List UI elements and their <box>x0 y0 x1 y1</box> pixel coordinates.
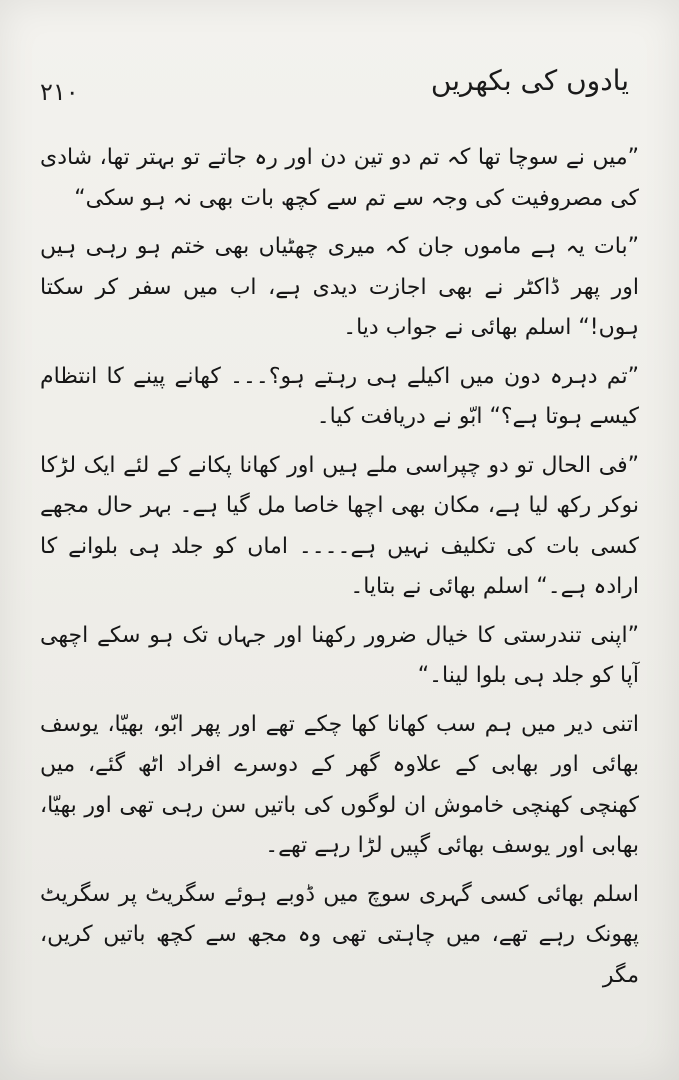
paragraph: ”فی الحال تو دو چپراسی ملے ہیں اور کھانا پکانے کے لئے ایک لڑکا نوکر رکھ لیا ہے، مکان بھی اچھا خاصا مل گیا ہے۔ بہر حال مجھے کسی بات کی تکلیف نہیں ہے۔۔۔۔ اماں کو جلد ہی بلوانے کا ارادہ ہے۔“ اسلم بھائی نے بتایا۔ <box>40 452 639 599</box>
paragraph: اسلم بھائی کسی گہری سوچ میں ڈوبے ہوئے سگریٹ پر سگریٹ پھونک رہے تھے، میں چاہتی تھی وہ مجھ سے کچھ باتیں کریں، مگر <box>40 881 639 988</box>
paragraph: ”میں نے سوچا تھا کہ تم دو تین دن اور رہ جاتے تو بہتر تھا، شادی کی مصروفیت کی وجہ سے تم سے کچھ بات بھی نہ ہو سکی“ <box>40 145 639 211</box>
paragraph: ”بات یہ ہے ماموں جان کہ میری چھٹیاں بھی ختم ہو رہی ہیں اور پھر ڈاکٹر نے بھی اجازت دیدی ہے، اب میں سفر کر سکتا ہوں!“ اسلم بھائی نے جواب دیا۔ <box>40 234 639 340</box>
page-body <box>40 138 639 1040</box>
paragraph: اتنی دیر میں ہم سب کھانا کھا چکے تھے اور پھر ابّو، بھیّا، یوسف بھائی اور بھابی کے علاوہ گھر کے دوسرے افراد اٹھ گئے، میں کھنچی کھنچی خاموش ان لوگوں کی باتیں سن رہی تھی اور بھیّا، بھابی اور یوسف بھائی گپیں لڑا رہے تھے۔ <box>40 711 639 858</box>
paragraph: ”اپنی تندرستی کا خیال ضرور رکھنا اور جہاں تک ہو سکے اچھی آپا کو جلد ہی بلوا لینا۔“ <box>40 622 639 688</box>
page-number: ۲۱۰ <box>40 78 79 106</box>
page-header <box>40 64 639 114</box>
paragraph: ”تم دہرہ دون میں اکیلے ہی رہتے ہو؟۔۔۔ کھانے پینے کا انتظام کیسے ہوتا ہے؟“ ابّو نے دریافت کیا۔ <box>40 363 639 429</box>
running-title: یادوں کی بکھریں <box>430 64 629 97</box>
